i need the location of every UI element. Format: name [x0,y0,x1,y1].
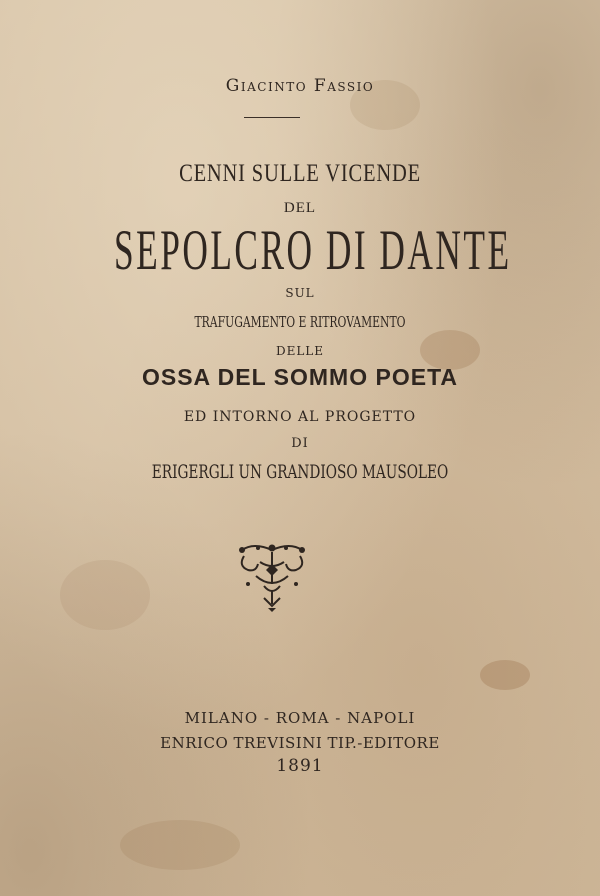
title-line-8: ED INTORNO AL PROGETTO [183,409,417,425]
title-main: SEPOLCRO DI DANTE [114,219,512,282]
publication-year: 1891 [276,756,324,776]
foxing-stain [120,820,240,870]
foxing-stain [60,560,150,630]
divider-rule [244,117,300,118]
foxing-stain [480,660,530,690]
publication-places: MILANO - ROMA - NAPOLI [184,709,416,727]
title-line-10: ERIGERGLI UN GRANDIOSO MAUSOLEO [151,461,449,483]
publisher-name: ENRICO TREVISINI TIP.-EDITORE [160,734,440,752]
title-line-5: TRAFUGAMENTO E RITROVAMENTO [194,313,406,331]
title-line-7: OSSA DEL SOMMO POETA [141,364,459,390]
author-name: Giacinto Fassio [225,76,375,96]
title-line-4: SUL [285,286,315,300]
title-line-9: DI [291,436,309,451]
title-line-6: DELLE [275,344,325,358]
title-line-1: CENNI SULLE VICENDE [179,160,421,187]
fleuron-ornament-icon [234,540,310,614]
title-line-2: DEL [283,200,317,216]
